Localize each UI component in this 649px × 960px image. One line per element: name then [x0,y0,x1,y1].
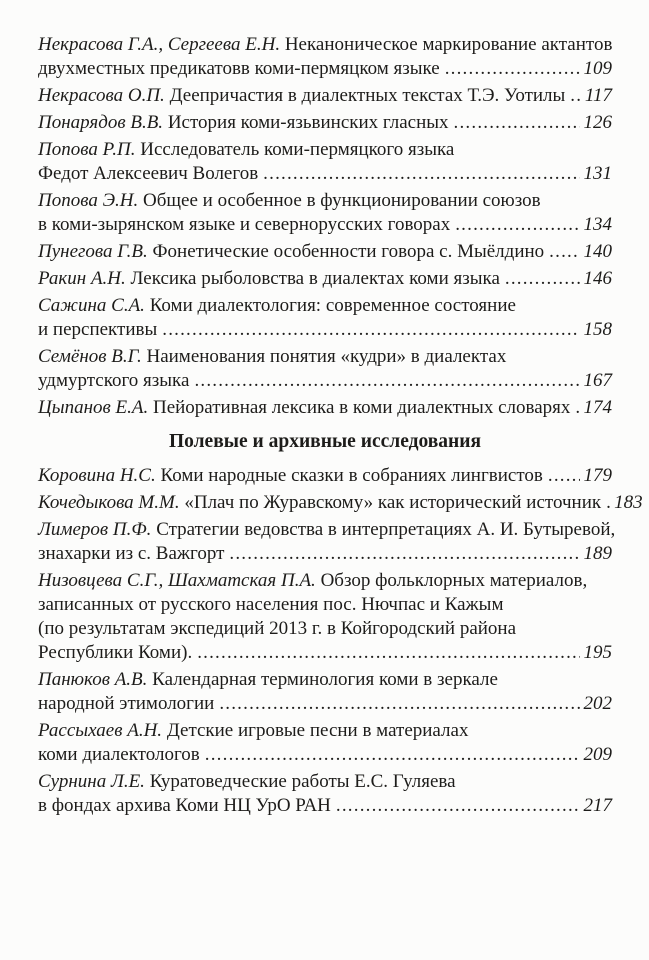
entry-title-text: Понарядов В.В. История коми-язьвинских гласных [38,112,449,133]
entry-authors: Понарядов В.В. [38,112,168,133]
toc-line [38,111,612,135]
entry-title-text: записанных от русского населения пос. Нючпас и Кажым [38,594,504,615]
entry-authors: Сажина С.А. [38,295,150,316]
page-number: 217 [583,795,612,816]
page-number: 117 [584,85,612,106]
toc-entry [38,396,612,420]
entry-title-text: Сажина С.А. Коми диалектология: современное состояние [38,295,516,316]
page-number: 209 [583,744,612,765]
entry-authors: Попова Э.Н. [38,190,144,211]
toc-line [38,692,612,716]
page-number: 109 [583,58,612,79]
page-number: 146 [583,268,612,289]
entry-authors: Пунегова Г.В. [38,241,153,262]
toc-line [38,369,612,393]
toc-line [38,318,612,342]
leader-dots [505,267,580,291]
toc-line [38,345,612,369]
entry-title-text: коми диалектологов [38,744,200,765]
entry-authors: Семёнов В.Г. [38,346,147,367]
entry-title-text: Сурнина Л.Е. Куратоведческие работы Е.С. Гуляева [38,771,456,792]
entry-authors: Попова Р.П. [38,139,141,160]
entry-title-text: народной этимологии [38,693,215,714]
toc-entry [38,267,612,291]
entry-title-text: Некрасова Г.А., Сергеева Е.Н. Неканоническое маркирование актантов [38,34,613,55]
entry-authors: Сурнина Л.Е. [38,771,150,792]
entry-title-text: Республики Коми). [38,642,193,663]
leader-dots [454,111,580,135]
leader-dots [194,369,579,393]
entry-authors: Панюков А.В. [38,669,153,690]
page-number: 140 [583,241,612,262]
entry-title-text: двухместных предикатовв коми-пермяцком языке [38,58,440,79]
toc-line [38,542,612,566]
toc-entry [38,464,612,488]
toc-line [38,294,612,318]
page-number: 158 [583,319,612,340]
toc-entry [38,668,612,716]
entry-authors: Ракин А.Н. [38,268,131,289]
toc-line [38,518,616,542]
leader-dots [570,84,581,108]
entry-authors: Цыпанов Е.А. [38,397,153,418]
entry-title-text: (по результатам экспедиций 2013 г. в Койгородский района [38,618,517,639]
page-number: 179 [583,465,612,486]
entry-title-text: Рассыхаев А.Н. Детские игровые песни в материалах [38,720,469,741]
toc-line [38,719,612,743]
leader-dots [549,240,579,264]
page-number: 126 [583,112,612,133]
leader-dots [336,794,580,818]
toc-entry [38,719,612,767]
toc-line [38,33,612,57]
entry-title-text: Семёнов В.Г. Наименования понятия «кудри» в диалектах [38,346,507,367]
entry-title-text: Некрасова О.П. Деепричастия в диалектных текстах Т.Э. Уотилы [38,85,566,106]
leader-dots [575,396,579,420]
entry-title-text: удмуртского языка [38,370,190,391]
entry-authors: Коровина Н.С. [38,465,161,486]
toc-line [38,240,612,264]
toc-entry [38,770,612,818]
entry-title-text: и перспективы [38,319,158,340]
entry-title-text: Панюков А.В. Календарная терминология коми в зеркале [38,669,498,690]
toc-line [38,617,612,641]
toc-line [38,794,612,818]
table-of-contents [38,33,643,818]
leader-dots [445,57,580,81]
toc-line [38,569,612,593]
leader-dots [205,743,580,767]
entry-title-text: Кочедыкова М.М. «Плач по Журавскому» как исторический источник [38,492,602,513]
leader-dots [197,641,579,665]
toc-entry [38,491,643,515]
entry-authors: Некрасова Г.А., Сергеева Е.Н. [38,34,285,55]
toc-entry [38,569,612,665]
entry-title-text: Коровина Н.С. Коми народные сказки в собраниях лингвистов [38,465,543,486]
leader-dots [162,318,579,342]
toc-entry [38,33,612,81]
page-number: 167 [583,370,612,391]
entry-title-text: Ракин А.Н. Лексика рыболовства в диалектах коми языка [38,268,500,289]
toc-line [38,593,612,617]
toc-line [38,213,612,237]
page-number: 189 [583,543,612,564]
leader-dots [263,162,579,186]
toc-line [38,162,612,186]
page-number: 202 [583,693,612,714]
toc-line [38,396,612,420]
entry-title-text: Цыпанов Е.А. Пейоративная лексика в коми диалектных словарях [38,397,571,418]
toc-line [38,267,612,291]
toc-line [38,464,612,488]
leader-dots [229,542,579,566]
leader-dots [606,491,610,515]
entry-title-text: знахарки из с. Важгорт [38,543,225,564]
section-heading: Полевые и архивные исследования [168,431,482,452]
entry-authors: Низовцева С.Г., Шахматская П.А. [38,570,321,591]
toc-line [38,641,612,665]
toc-entry [38,240,612,264]
entry-authors: Кочедыкова М.М. [38,492,185,513]
toc-entry [38,518,616,566]
entry-title-text: Попова Э.Н. Общее и особенное в функционировании союзов [38,190,541,211]
leader-dots [548,464,580,488]
entry-title-text: в коми-зырянском языке и севернорусских говорах [38,214,451,235]
entry-title-text: в фондах архива Коми НЦ УрО РАН [38,795,331,816]
entry-title-text: Попова Р.П. Исследователь коми-пермяцкого языка [38,139,455,160]
toc-entry [38,111,612,135]
toc-line [38,57,612,81]
page-number: 134 [583,214,612,235]
entry-title-text: Пунегова Г.В. Фонетические особенности говора с. Мыёлдино [38,241,545,262]
toc-line [38,189,612,213]
toc-entry [38,189,612,237]
toc-entry [38,294,612,342]
entry-authors: Рассыхаев А.Н. [38,720,167,741]
entry-title-text: Низовцева С.Г., Шахматская П.А. Обзор фольклорных материалов, [38,570,588,591]
toc-line [38,491,643,515]
entry-title-text: Лимеров П.Ф. Стратегии ведовства в интерпретациях А. И. Бутыревой, [38,519,616,540]
page-number: 195 [583,642,612,663]
page-number: 183 [614,492,643,513]
toc-line [38,668,612,692]
toc-line [38,770,612,794]
leader-dots [455,213,579,237]
toc-entry [38,345,612,393]
toc-line [38,743,612,767]
toc-line [38,138,612,162]
toc-entry [38,138,612,186]
entry-title-text: Федот Алексеевич Волегов [38,163,259,184]
entry-authors: Лимеров П.Ф. [38,519,157,540]
toc-entry [38,84,612,108]
page-number: 174 [583,397,612,418]
page-number: 131 [583,163,612,184]
leader-dots [219,692,579,716]
entry-authors: Некрасова О.П. [38,85,170,106]
toc-line [38,84,612,108]
